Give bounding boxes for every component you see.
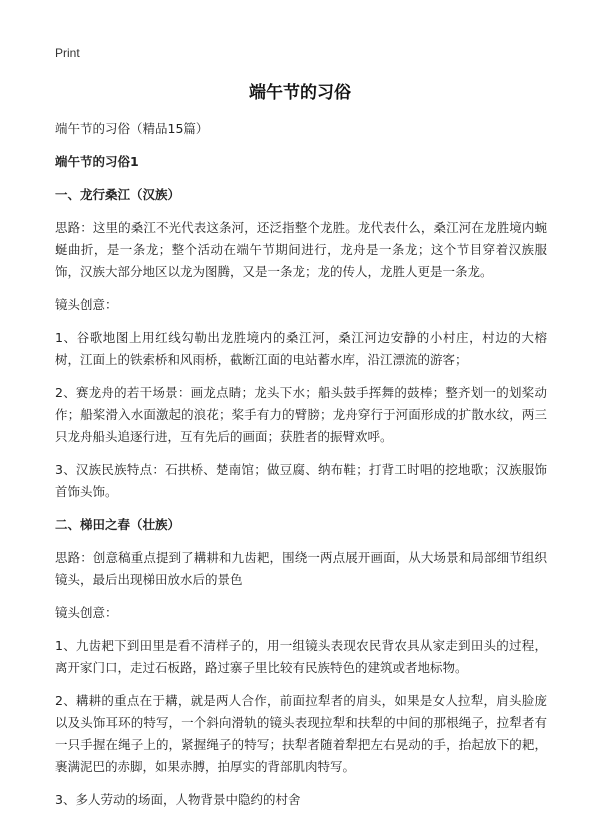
shot-paragraph: 1、九齿耙下到田里是看不清样子的，用一组镜头表现农民背农具从家走到田头的过程，离开家门口，走过石板路，路过寨子里比较有民族特色的建筑或者地标物。 bbox=[55, 638, 547, 675]
section-idea-paragraph: 思路：这里的桑江不光代表这条河，还泛指整个龙胜。龙代表什么，桑江河在龙胜境内蜿蜒曲折，是一条龙；整个活动在端午节期间进行，龙舟是一条龙；这个节目穿着汉族服饰，汉族大部分地区以龙为图腾，又是一条龙；龙的传人，龙胜人更是一条龙。 bbox=[55, 220, 547, 279]
shot-paragraph: 2、赛龙舟的若干场景：画龙点睛；龙头下水；船头鼓手挥舞的鼓棒；整齐划一的划桨动作；船桨滑入水面激起的浪花；桨手有力的臂膀；龙舟穿行于河面形成的扩散水纹，两三只龙舟船头追逐行进，互有先后的画面；获胜者的振臂欢呼。 bbox=[55, 385, 547, 444]
document-subtitle: 端午节的习俗（精品15篇） bbox=[55, 121, 209, 136]
shots-label: 镜头创意： bbox=[55, 297, 118, 312]
shot-paragraph: 3、汉族民族特点：石拱桥、楚南馆；做豆腐、纳布鞋；打背工时唱的挖地歌；汉族服饰首饰头饰。 bbox=[55, 462, 547, 499]
section-heading: 二、梯田之春（壮族） bbox=[55, 517, 181, 532]
print-label[interactable]: Print bbox=[55, 46, 80, 60]
section-idea-paragraph: 思路：创意稿重点提到了耩耕和九齿耙，围绕一两点展开画面，从大场景和局部细节组织镜头，最后出现梯田放水后的景色 bbox=[55, 550, 547, 587]
shot-paragraph: 3、多人劳动的场面，人物背景中隐约的村舍 bbox=[55, 792, 301, 807]
document-body bbox=[55, 118, 547, 822]
shot-paragraph: 2、耩耕的重点在于耩，就是两人合作，前面拉犁者的肩头，如果是女人拉犁，肩头脸庞以及头饰耳环的特写，一个斜向滑轨的镜头表现拉犁和扶犁的中间的那根绳子，拉犁者有一只手握在绳子上的，紧握绳子的特写；扶犁者随着犁把左右晃动的手，抬起放下的耙，裹满泥巴的赤脚，如果赤膊，拍厚实的背部肌肉特写。 bbox=[55, 693, 547, 774]
page-title: 端午节的习俗 bbox=[249, 83, 351, 103]
shots-label: 镜头创意： bbox=[55, 605, 118, 620]
section-heading: 一、龙行桑江（汉族） bbox=[55, 187, 181, 202]
shot-paragraph: 1、谷歌地图上用红线勾勒出龙胜境内的桑江河，桑江河边安静的小村庄，村边的大榕树，江面上的铁索桥和风雨桥，截断江面的电站蓄水库，沿江漂流的游客； bbox=[55, 330, 547, 367]
article-heading: 端午节的习俗1 bbox=[55, 154, 139, 169]
